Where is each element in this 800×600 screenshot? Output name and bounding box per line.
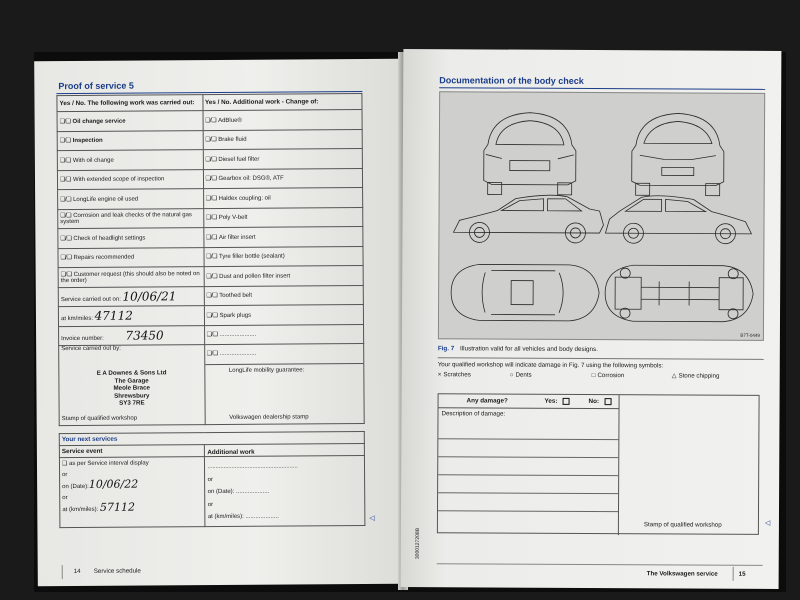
left-item-label: Check of headlight settings [73, 235, 146, 242]
yes-label: Yes: [544, 397, 558, 405]
footer-divider [62, 565, 63, 579]
yes-no-checkbox[interactable]: ❑/❑ [205, 176, 217, 183]
right-item-label: Poly V-belt [218, 215, 248, 222]
service-table [56, 93, 364, 426]
car-top-view-icon [451, 264, 599, 321]
yes-no-checkbox[interactable]: ❑/❑ [206, 332, 218, 339]
mileage-label: at km/miles: [60, 316, 94, 323]
no-label: No: [588, 397, 600, 406]
right-item-label: Dust and pollen filter insert [219, 273, 291, 280]
right-item-label: Toothed belt [219, 293, 253, 300]
left-item-label: With oil change [72, 157, 114, 164]
service-by-label: Service carried out by: [61, 345, 121, 353]
description-line[interactable] [438, 492, 618, 494]
service-event-cell [59, 457, 205, 528]
footer-section: The Volkswagen service [646, 570, 718, 578]
yes-no-checkbox[interactable]: ❑/❑ [59, 138, 71, 145]
right-item-label: Tyre filler bottle (sealant) [219, 253, 285, 261]
page-title: Proof of service 5 [58, 80, 134, 92]
additional-mileage-line: at (km/miles): .................... [207, 513, 279, 521]
additional-date-line: on (Date): .................... [207, 488, 270, 496]
dotted-line: ........................................................ [207, 463, 298, 471]
yes-no-checkbox[interactable]: ❑/❑ [59, 177, 71, 184]
next-services-table [59, 431, 366, 528]
stamp-line: Meole Brace [113, 384, 150, 392]
left-item-label: Repairs recommended [73, 254, 135, 262]
invoice-value: 73450 [125, 328, 164, 343]
right-item-row[interactable] [203, 148, 363, 169]
car-side-view-right-icon [605, 195, 751, 243]
yes-no-checkbox[interactable]: ❑/❑ [60, 235, 72, 242]
right-item-row[interactable] [204, 285, 364, 306]
yes-no-checkbox[interactable]: ❑/❑ [206, 312, 218, 319]
right-item-label: ...................... [219, 331, 257, 339]
right-item-label: AdBlue® [218, 117, 242, 124]
or-label: or [62, 471, 68, 478]
title-rule [439, 87, 765, 90]
yes-no-checkbox[interactable]: ❑/❑ [59, 157, 71, 164]
stamp-line: Shrewsbury [114, 391, 150, 400]
footer-section: Service schedule [93, 567, 141, 575]
stone-chipping-symbol [672, 372, 720, 379]
left-item-label: Customer request (this should also be noted on the order) [60, 270, 200, 284]
car-side-view-left-icon [453, 195, 603, 243]
description-label: Description of damage: [441, 410, 506, 418]
left-page [34, 59, 404, 587]
invoice-label: Invoice number: [61, 335, 104, 342]
workshop-stamp [61, 369, 202, 407]
no-checkbox[interactable] [605, 398, 612, 405]
any-damage-label: Any damage? [466, 397, 508, 405]
symbol-label: Stone chipping [678, 372, 720, 380]
dealership-stamp-label: Volkswagen dealership stamp [229, 414, 309, 421]
any-damage-row [439, 394, 619, 409]
symbol-label: Scratches [443, 371, 471, 379]
footer-divider [733, 567, 734, 581]
yes-no-checkbox[interactable]: ❑/❑ [60, 213, 72, 220]
left-item-row[interactable] [58, 189, 204, 210]
figure-code: B7T-0449 [740, 332, 760, 338]
left-item-label: Inspection [72, 138, 103, 145]
car-rear-view-icon [484, 112, 576, 194]
yes-no-checkbox[interactable]: ❑/❑ [205, 137, 217, 144]
footer-page-number: 15 [738, 570, 746, 578]
right-item-label: Gearbox oil: DSG®, ATF [218, 175, 284, 183]
next-services-title: Your next services [59, 431, 364, 445]
yes-no-checkbox[interactable]: ❑/❑ [60, 196, 72, 203]
next-mileage-value: 57112 [99, 500, 136, 514]
right-item-label: Diesel fuel filter [218, 156, 260, 163]
vehicle-figure[interactable] [438, 91, 765, 341]
triangle-icon: △ [671, 372, 677, 380]
stamp-line: The Garage [114, 376, 149, 385]
right-item-label: Brake fluid [218, 137, 247, 144]
left-item-row[interactable] [58, 267, 204, 288]
circle-icon: ○ [509, 371, 514, 379]
additional-work-header: Additional work [205, 443, 365, 456]
vertical-code: 3000127208B [414, 527, 421, 560]
mileage-cell[interactable] [58, 306, 204, 327]
cross-icon: × [437, 371, 442, 379]
description-line[interactable] [438, 438, 618, 440]
description-line[interactable] [438, 474, 618, 476]
left-item-label: With extended scope of inspection [72, 176, 165, 184]
damage-instruction: Your qualified workshop will indicate damage in Fig. 7 using the following symbols: [437, 361, 664, 370]
or-label: or [207, 501, 214, 508]
vehicle-diagram [439, 92, 766, 342]
stamp-line: SY3 7RE [119, 399, 145, 407]
figure-label: Fig. 7 [437, 345, 455, 353]
yes-no-checkbox[interactable]: ❑/❑ [205, 117, 217, 124]
body-check-title: Documentation of the body check [439, 75, 584, 86]
service-by-cell [59, 345, 205, 426]
right-item-row[interactable] [203, 129, 363, 150]
col-left-header: Yes / No. The following work was carried out: [57, 95, 203, 112]
yes-no-checkbox[interactable]: ❑/❑ [60, 271, 72, 278]
symbol-label: Corrosion [597, 372, 625, 380]
yes-no-checkbox[interactable]: ❑/❑ [205, 156, 217, 163]
service-date-cell[interactable] [58, 286, 204, 307]
car-front-view-icon [632, 113, 724, 195]
page-turn-arrow-icon: ◁ [369, 514, 375, 522]
left-item-row[interactable] [57, 130, 203, 151]
yes-no-checkbox[interactable]: ❑/❑ [205, 234, 217, 241]
next-mileage-label: at (km/miles): [62, 506, 99, 514]
figure-caption [438, 345, 598, 353]
right-item-label: Spark plugs [219, 312, 252, 319]
left-item-label: LongLife engine oil used [73, 196, 139, 203]
left-item-label: Oil change service [72, 118, 126, 125]
left-item-row[interactable] [58, 208, 204, 229]
left-item-row[interactable] [58, 247, 204, 268]
next-date-value: 10/06/22 [88, 477, 139, 491]
left-item-label: Corrosion and leak checks of the natural gas system [60, 212, 192, 226]
right-item-row[interactable] [204, 324, 364, 345]
right-item-row[interactable] [203, 226, 363, 247]
footer-page-number: 14 [73, 567, 81, 576]
symbol-legend [437, 371, 764, 380]
or-label: or [62, 494, 68, 501]
right-item-label: ...................... [219, 350, 257, 357]
figure-caption-text: Illustration valid for all vehicles and body designs. [460, 345, 598, 354]
service-date-label: Service carried out on: [60, 296, 121, 303]
scratches-symbol [438, 371, 471, 378]
dents-symbol [510, 372, 532, 379]
yes-checkbox[interactable] [563, 398, 570, 405]
square-icon: □ [591, 372, 596, 380]
yes-no-checkbox[interactable]: ❑/❑ [206, 351, 218, 358]
or-label: or [207, 476, 213, 483]
symbol-label: Dents [515, 371, 532, 379]
left-item-row[interactable] [58, 228, 204, 249]
right-page [401, 49, 782, 589]
yes-no-checkbox[interactable]: ❑/❑ [205, 215, 217, 222]
right-item-row[interactable] [203, 187, 363, 208]
longlife-cell [204, 343, 364, 424]
page-turn-arrow-icon: ◁ [764, 519, 771, 527]
yes-no-checkbox[interactable]: ❑/❑ [206, 273, 218, 280]
car-underbody-view-icon [605, 265, 753, 322]
service-event-header: Service event [59, 445, 205, 458]
interval-display-option[interactable]: ❑ as per Service interval display [61, 460, 149, 468]
damage-form [437, 393, 760, 535]
corrosion-symbol [592, 372, 625, 379]
left-item-row[interactable] [57, 150, 203, 171]
caption-rule [438, 357, 764, 359]
stamp-label: Stamp of qualified workshop [643, 521, 722, 529]
right-item-row[interactable] [203, 207, 363, 228]
right-item-row[interactable] [204, 246, 364, 267]
invoice-cell[interactable] [59, 325, 205, 346]
right-item-row[interactable] [204, 265, 364, 286]
description-line[interactable] [438, 456, 618, 458]
right-item-row[interactable] [204, 304, 364, 325]
right-item-row[interactable] [203, 109, 363, 130]
yes-no-checkbox[interactable]: ❑/❑ [206, 254, 218, 261]
stamp-of-workshop-label: Stamp of qualified workshop [61, 415, 138, 423]
left-item-row[interactable] [57, 169, 203, 190]
additional-work-cell [205, 455, 365, 526]
form-divider [618, 395, 619, 535]
mileage-value: 47112 [94, 308, 133, 324]
yes-no-checkbox[interactable]: ❑/❑ [206, 293, 218, 300]
col-right-header: Yes / No. Additional work - Change of: [202, 93, 362, 110]
right-item-row[interactable] [203, 168, 363, 189]
left-item-row[interactable] [57, 111, 203, 132]
yes-no-checkbox[interactable]: ❑/❑ [59, 118, 71, 125]
footer-rule [437, 563, 763, 565]
right-item-label: Air filter insert [218, 234, 256, 241]
longlife-label: LongLife mobility guarantee: [228, 366, 305, 374]
description-line[interactable] [438, 510, 618, 512]
right-item-label: Haldex coupling: oil [218, 195, 271, 202]
yes-no-checkbox[interactable]: ❑/❑ [205, 195, 217, 202]
yes-no-checkbox[interactable]: ❑/❑ [60, 255, 72, 262]
next-date-label: on (Date): [62, 483, 89, 491]
service-date-value: 10/06/21 [122, 289, 177, 304]
stamp-line: E A Downes & Sons Ltd [96, 369, 167, 377]
